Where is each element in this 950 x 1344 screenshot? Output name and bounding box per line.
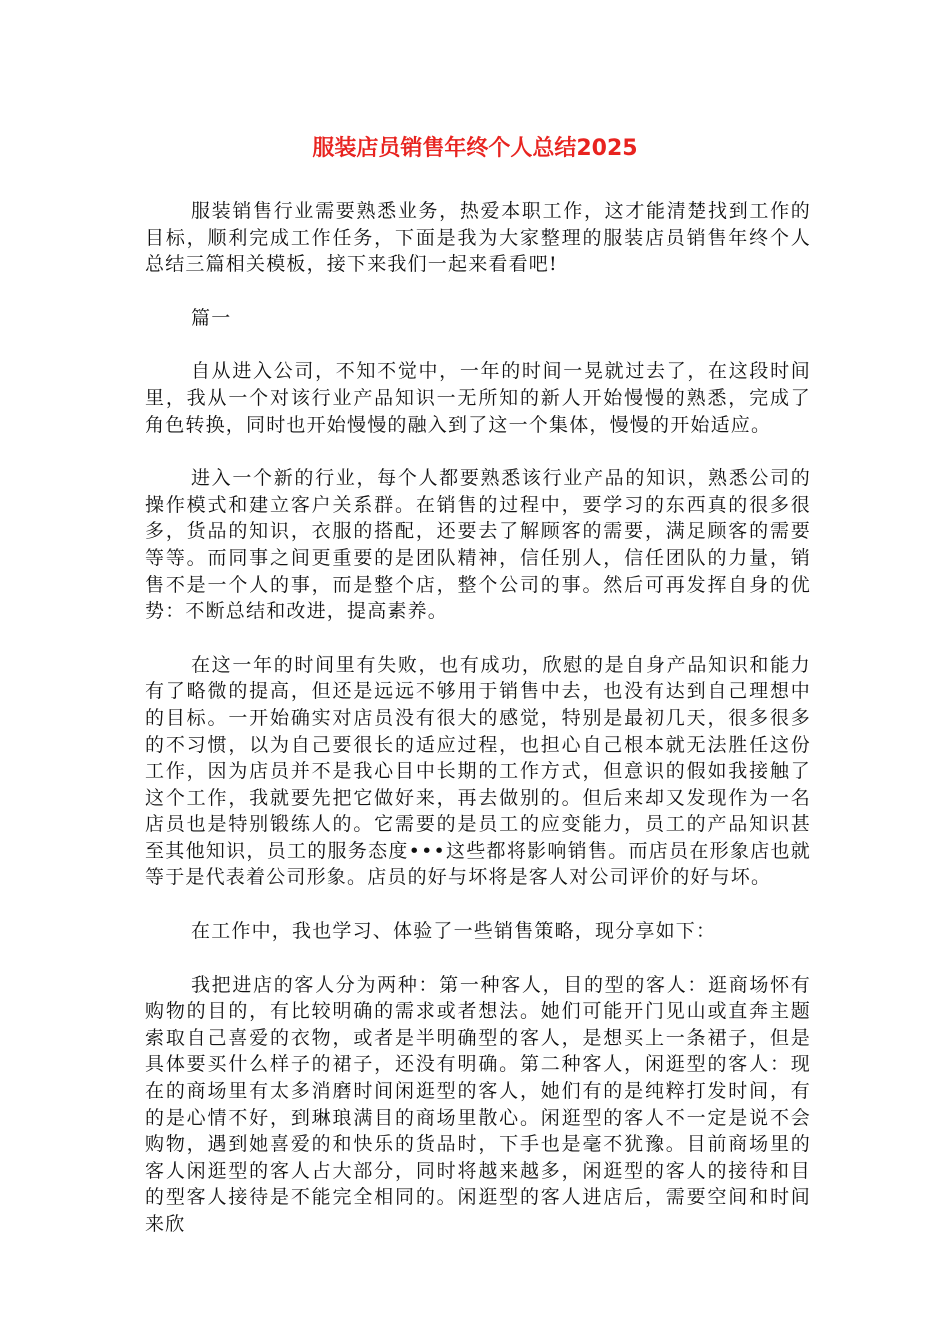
document-title: 服装店员销售年终个人总结2025: [312, 136, 638, 161]
intro-paragraph: 服装销售行业需要熟悉业务，热爱本职工作，这才能清楚找到工作的目标，顺利完成工作任务，下面是我为大家整理的服装店员销售年终个人总结三篇相关模板，接下来我们一起来看看吧!: [145, 200, 811, 276]
body-paragraph: 在工作中，我也学习、体验了一些销售策略，现分享如下：: [191, 920, 717, 943]
document-body: [145, 198, 811, 1265]
body-paragraph: 进入一个新的行业，每个人都要熟悉该行业产品的知识，熟悉公司的操作模式和建立客户关系群。在销售的过程中，要学习的东西真的很多很多，货品的知识，衣服的搭配，还要去了解顾客的需要，满足顾客的需要等等。而同事之间更重要的是团队精神，信任别人，信任团队的力量，销售不是一个人的事，而是整个店，整个公司的事。然后可再发挥自身的优势：不断总结和改进，提高素养。: [145, 467, 811, 623]
body-paragraph: 我把进店的客人分为两种：第一种客人，目的型的客人：逛商场怀有购物的目的，有比较明确的需求或者想法。她们可能开门见山或直奔主题索取自己喜爱的衣物，或者是半明确型的客人，是想买上一条裙子，但是具体要买什么样子的裙子，还没有明确。第二种客人，闲逛型的客人：现在的商场里有太多消磨时间闲逛型的客人，她们有的是纯粹打发时间，有的是心情不好，到琳琅满目的商场里散心。闲逛型的客人不一定是说不会购物，遇到她喜爱的和快乐的货品时，下手也是毫不犹豫。目前商场里的客人闲逛型的客人占大部分，同时将越来越多，闲逛型的客人的接待和目的型客人接待是不能完全相同的。闲逛型的客人进店后，需要空间和时间来欣: [145, 973, 811, 1235]
body-paragraph: 自从进入公司，不知不觉中，一年的时间一晃就过去了，在这段时间里，我从一个对该行业产品知识一无所知的新人开始慢慢的熟悉，完成了角色转换，同时也开始慢慢的融入到了这一个集体，慢慢的开始适应。: [145, 360, 811, 436]
body-paragraph: 在这一年的时间里有失败，也有成功，欣慰的是自身产品知识和能力有了略微的提高，但还是远远不够用于销售中去，也没有达到自己理想中的目标。一开始确实对店员没有很大的感觉，特别是最初几天，很多很多的不习惯，以为自己要很长的适应过程，也担心自己根本就无法胜任这份工作，因为店员并不是我心目中长期的工作方式，但意识的假如我接触了这个工作，我就要先把它做好来，再去做别的。但后来却又发现作为一名店员也是特别锻练人的。它需要的是员工的应变能力，员工的产品知识甚至其他知识，员工的服务态度•••这些都将影响销售。而店员在形象店也就等于是代表着公司形象。店员的好与坏将是客人对公司评价的好与坏。: [145, 653, 811, 889]
section-heading: 篇一: [191, 306, 232, 329]
